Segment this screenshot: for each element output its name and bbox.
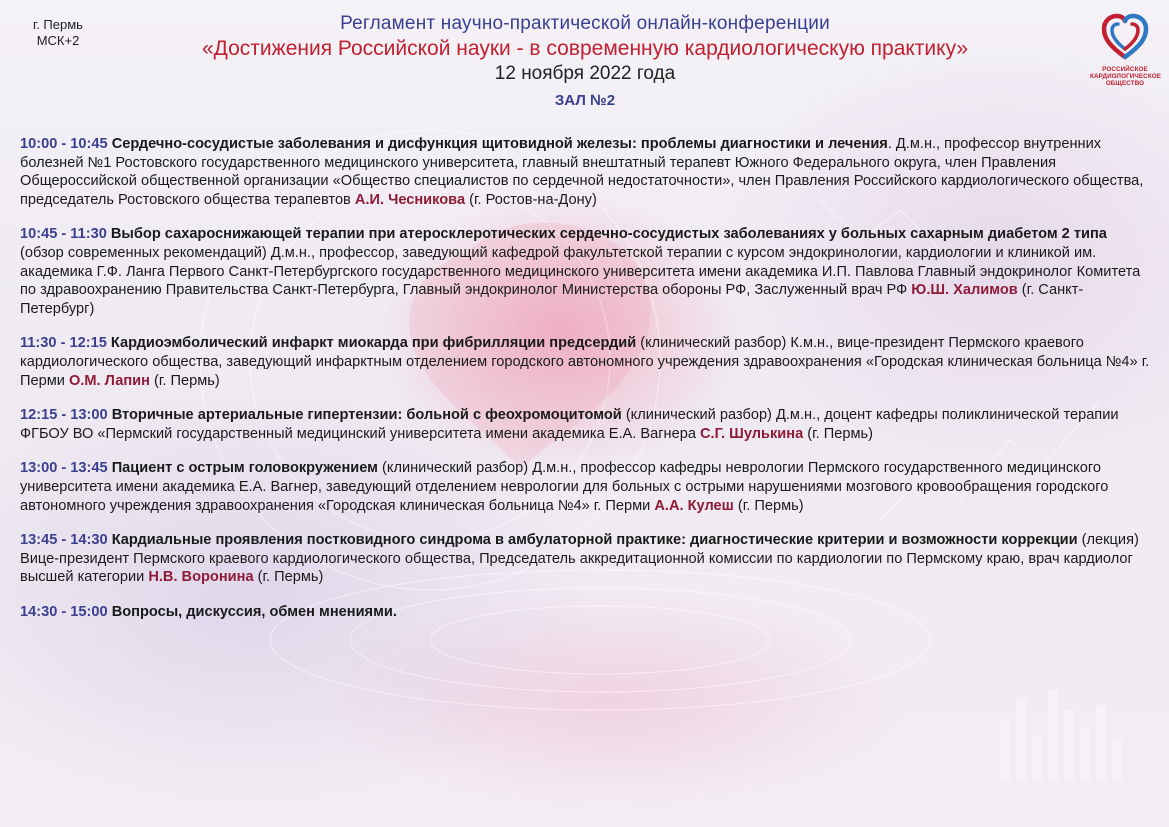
item-time: 10:00 - 10:45 <box>20 136 108 152</box>
item-time: 13:45 - 14:30 <box>20 532 108 549</box>
hall-label: ЗАЛ №2 <box>554 92 616 109</box>
item-time: 10:45 - 11:30 <box>20 226 107 243</box>
item-city: (г. Пермь) <box>149 372 220 389</box>
item-speaker: А.И. Чесникова <box>354 191 466 208</box>
item-title: Сердечно-сосудистые заболевания и дисфункция щитовидной железы: проблемы диагностики и лечения <box>111 136 888 152</box>
rko-logo <box>1090 13 1160 87</box>
program-item <box>20 531 1150 587</box>
program-list <box>20 135 1150 637</box>
item-time: 14:30 - 15:00 <box>20 603 108 620</box>
program-item <box>20 225 1150 318</box>
program-item <box>20 406 1150 443</box>
program-item <box>20 334 1150 390</box>
item-description: (клинический разбор) Д.м.н., доцент кафедры поликлинической терапии ФГБОУ ВО «Пермский государственный медицинский университета имени академика Е.А. Вагнера <box>20 407 1119 442</box>
item-description: (клинический разбор) Д.м.н., профессор кафедры неврологии Пермского государственного медицинского университета имени академика Е.А. Вагнер, заведующий отделением неврологии для больных с острыми нарушениями мозгового кровообращения городского автономного учреждения здравоохранения «Городская клиническая больница №4» г. Перми <box>20 460 1109 514</box>
item-city: (г. Пермь) <box>253 569 324 586</box>
item-city: (г. Ростов-на-Дону) <box>465 191 597 208</box>
item-speaker: А.А. Кулеш <box>654 497 734 514</box>
item-title: Кардиальные проявления постковидного синдрома в амбулаторной практике: диагностические критерии и возможности коррекции <box>111 532 1078 549</box>
conference-title: «Достижения Российской науки - в современную кардиологическую практику» <box>201 37 968 60</box>
item-speaker: Ю.Ш. Халимов <box>911 282 1018 299</box>
item-description: (клинический разбор) К.м.н., вице-президент Пермского краевого кардиологического общества, заведующий инфарктным отделением городского автономного учреждения здравоохранения «Городская клиническая больница №4» г. Перми <box>20 335 1150 389</box>
heart-logo-icon <box>1101 13 1149 61</box>
timezone-label: МСК+2 <box>36 33 80 48</box>
item-speaker: О.М. Лапин <box>68 372 150 389</box>
item-city: (г. Пермь) <box>803 425 874 442</box>
location-block <box>22 17 94 49</box>
header-subtitle: Регламент научно-практической онлайн-конференции <box>340 13 830 34</box>
conference-date: 12 ноября 2022 года <box>494 63 676 84</box>
item-description: (лекция) Вице-президент Пермского краевого кардиологического общества, Председатель аккредитационной комиссии по кардиологии по Пермскому краю, врач кардиолог высшей категории <box>20 532 1139 586</box>
city-label: г. Пермь <box>33 17 83 32</box>
logo-text: РОССИЙСКОЕ КАРДИОЛОГИЧЕСКОЕ ОБЩЕСТВО <box>1090 66 1162 87</box>
item-title: Вторичные артериальные гипертензии: больной с феохромоцитомой <box>111 407 622 424</box>
item-time: 13:00 - 13:45 <box>20 460 108 477</box>
item-speaker: Н.В. Воронина <box>148 569 254 586</box>
item-time: 11:30 - 12:15 <box>20 335 107 352</box>
item-description: (обзор современных рекомендаций) Д.м.н., профессор, заведующий кафедрой факультетской терапии с курсом эндокринологии, кардиологии и клиникой им. академика Г.Ф. Ланга Первого Санкт-Петербургского государственного медицинского университета имени академика И.П. Павлова Главный эндокринолог Комитета по здравоохранению Правительства Санкт-Петербурга, Главный эндокринолог Министерства обороны РФ, Заслуженный врач РФ <box>20 244 1141 299</box>
item-city: (г. Пермь) <box>733 497 804 514</box>
program-item <box>20 135 1150 209</box>
item-description: . Д.м.н., профессор внутренних болезней №1 Ростовского государственного медицинского университета, главный внештатный терапевт Южного Федерального округа, член Правления Общероссийской общественной организации «Общество специалистов по сердечной недостаточности», член Правления Российского кардиологического общества, председатель Ростовского общества терапевтов <box>20 136 1144 208</box>
program-item <box>20 603 1150 622</box>
conference-header <box>110 12 1060 116</box>
item-title: Кардиоэмболический инфаркт миокарда при фибрилляции предсердий <box>110 335 637 352</box>
item-time: 12:15 - 13:00 <box>20 407 108 424</box>
item-speaker: С.Г. Шулькина <box>700 425 804 442</box>
item-city: (г. Санкт-Петербург) <box>20 282 1084 317</box>
item-title: Вопросы, дискуссия, обмен мнениями. <box>111 603 397 620</box>
item-title: Выбор сахароснижающей терапии при атеросклеротических сердечно-сосудистых заболеваниях у больных сахарным диабетом 2 типа <box>110 226 1107 243</box>
item-title: Пациент с острым головокружением <box>111 460 378 477</box>
program-item <box>20 459 1150 515</box>
